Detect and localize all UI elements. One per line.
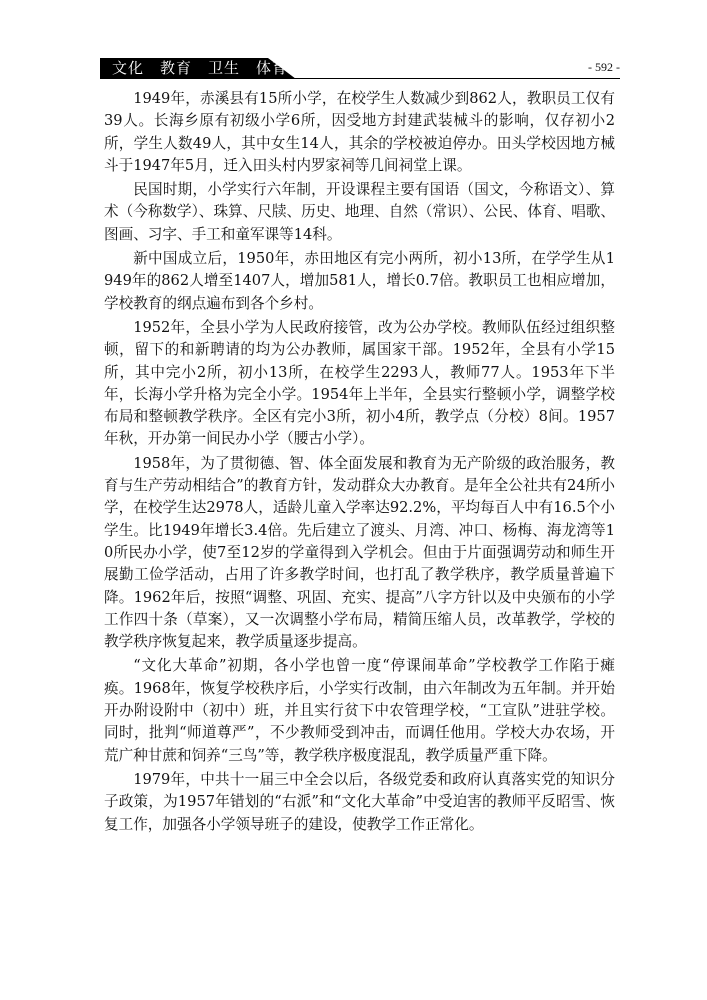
paragraph-1949: 1949年，赤溪县有15所小学，在校学生人数减少到862人，教职员工仅有39人。长海乡原有初级小学6所，因受地方封建武装械斗的影响，仅存初小2所，学生人数49人，其中女生14人，其余的学校被迫停办。田头学校因地方械斗于1947年5月，迁入田头村内罗家祠等几间祠堂上课。 <box>104 90 615 174</box>
paragraph-cultural-revolution: “文化大革命”初期，各小学也曾一度“停课闹革命”学校教学工作陷于瘫痪。1968年，恢复学校秩序后，小学实行改制，由六年制改为五年制。并开始开办附设附中（初中）班，并且实行贫下中农管理学校，“工宣队”进驻学校。同时，批判“师道尊严”，不少教师受到冲击，而调任他用。学校大办农场，开荒广种甘蔗和饲养“三鸟”等，教学秩序极度混乱，教学质量严重下降。 <box>104 657 615 764</box>
paragraph-1958: 1958年，为了贯彻德、智、体全面发展和教育为无产阶级的政治服务，教育与生产劳动相结合”的教育方针，发动群众大办教育。是年全公社共有24所小学，在校学生达2978人，适龄儿童入学率达92.2%，平均每百人中有16.5个小学生。比1949年增长3.4倍。先后建立了渡头、月湾、冲口、杨梅、海龙湾等10所民办小学，使7至12岁的学童得到入学机会。但由于片面强调劳动和师生开展勤工俭学活动，占用了许多教学时间，也打乱了教学秩序，教学质量普遍下降。1962年后，按照“调整、巩固、充实、提高”八字方针以及中央颁布的小学工作四十条（草案），又一次调整小学布局，精简压缩人员，改革教学，学校的教学秩序恢复起来，教学质量逐步提高。 <box>104 454 615 651</box>
paragraph-republic-curriculum: 民国时期，小学实行六年制，开设课程主要有国语（国文，今称语文）、算术（今称数学）、珠算、尺牍、历史、地理、自然（常识）、公民、体育、唱歌、图画、习字、手工和童军课等14科。 <box>104 181 615 243</box>
paragraph-1950: 新中国成立后，1950年，赤田地区有完小两所，初小13所，在学学生从1949年的862人增至1407人，增加581人，增长0.7倍。教职员工也相应增加，学校教育的纲点遍布到各个乡村。 <box>104 250 615 312</box>
section-title: 文化 教育 卫生 体育 <box>112 59 289 77</box>
paragraph-1979: 1979年，中共十一届三中全会以后，各级党委和政府认真落实党的知识分子政策，为1957年错划的“右派”和“文化大革命”中受迫害的教师平反昭雪、恢复工作，加强各小学领导班子的建设，使教学工作正常化。 <box>104 770 615 833</box>
body-text <box>104 88 615 838</box>
header-rule <box>100 78 620 79</box>
page-header <box>100 58 620 80</box>
paragraph-1952: 1952年，全县小学为人民政府接管，改为公办学校。教师队伍经过组织整顿，留下的和新聘请的均为公办教师，属国家干部。1952年，全县有小学15所，其中完小2所，初小13所，在校学生2293人，教师77人。1953年下半年，长海小学升格为完全小学。1954年上半年，全县实行整顿小学，调整学校布局和整顿教学秩序。全区有完小3所，初小4所，教学点（分校）8间。1957年秋，开办第一间民办小学（腰古小学）。 <box>104 318 615 448</box>
page-number: - 592 - <box>588 60 620 74</box>
